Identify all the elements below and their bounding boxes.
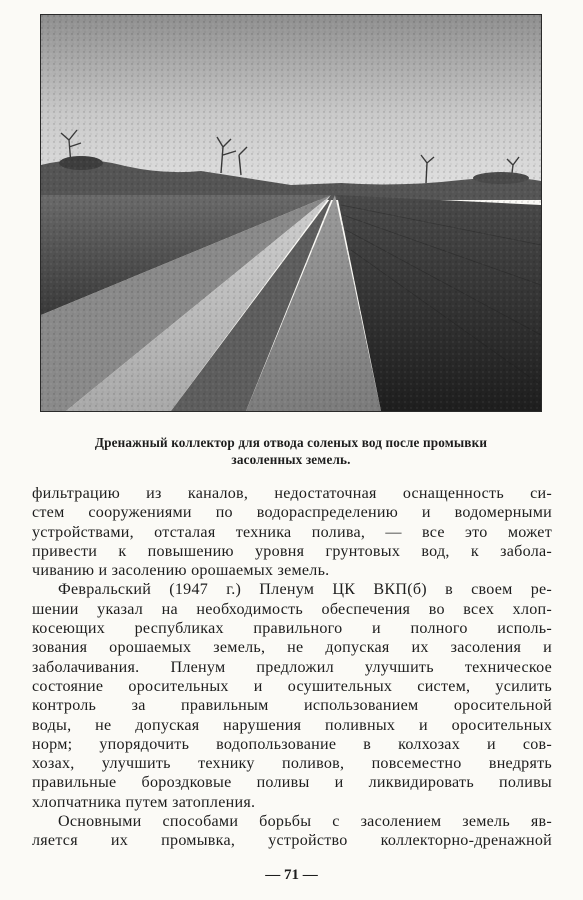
- text-line: косеющих республиках правильного и полного исполь-: [32, 620, 552, 638]
- photo-image: [41, 15, 541, 411]
- text-line: состояние оросительных и осушительных систем, усилить: [32, 677, 552, 695]
- text-line: шении указал на необходимость обеспечения во всех хлоп-: [32, 600, 552, 618]
- caption-line-2: засоленных земель.: [231, 452, 351, 467]
- body-text: [32, 484, 552, 851]
- caption-line-1: Дренажный коллектор для отвода соленых вод после промывки: [94, 435, 488, 450]
- text-line: хозах, улучшить технику поливов, повсеместно внедрять: [32, 755, 552, 773]
- photo-drainage-collector: [40, 14, 542, 412]
- text-line: правильные бороздковые поливы и ликвидировать поливы: [32, 774, 552, 792]
- text-line: фильтрацию из каналов, недостаточная оснащенность си-: [32, 485, 552, 502]
- text-line: Февральский (1947 г.) Пленум ЦК ВКП(б) в своем ре-: [58, 581, 552, 599]
- text-line: ляется их промывка, устройство коллекторно-дренажной: [32, 832, 552, 850]
- text-line: воды, не допуская нарушения поливных и оросительных: [32, 716, 552, 734]
- paragraph-2: [32, 580, 552, 812]
- text-line: заболачивания. Пленум предложил улучшить техническое: [32, 658, 552, 676]
- text-line: устройствами, отсталая техника полива, — все это может: [32, 523, 552, 541]
- text-line: зования орошаемых земель, не допуская их засоления и: [32, 639, 552, 657]
- paragraph-3: [32, 812, 552, 851]
- text-line: Основными способами борьбы с засолением земель яв-: [58, 813, 552, 831]
- text-line: стем сооружениями по водораспределению и водомерными: [32, 504, 552, 522]
- paragraph-1: [32, 484, 552, 580]
- text-line: хлопчатника путем затопления.: [32, 793, 256, 811]
- page-number: — 71 —: [265, 867, 318, 883]
- text-line: привести к повышению уровня грунтовых вод, к забола-: [32, 542, 552, 560]
- text-line: норм; упорядочить водопользование в колхозах и сов-: [32, 735, 552, 753]
- photo-caption: [30, 434, 552, 468]
- text-line: контроль за правильным использованием оросительной: [32, 697, 552, 715]
- text-line: чиванию и засолению орошаемых земель.: [32, 562, 330, 580]
